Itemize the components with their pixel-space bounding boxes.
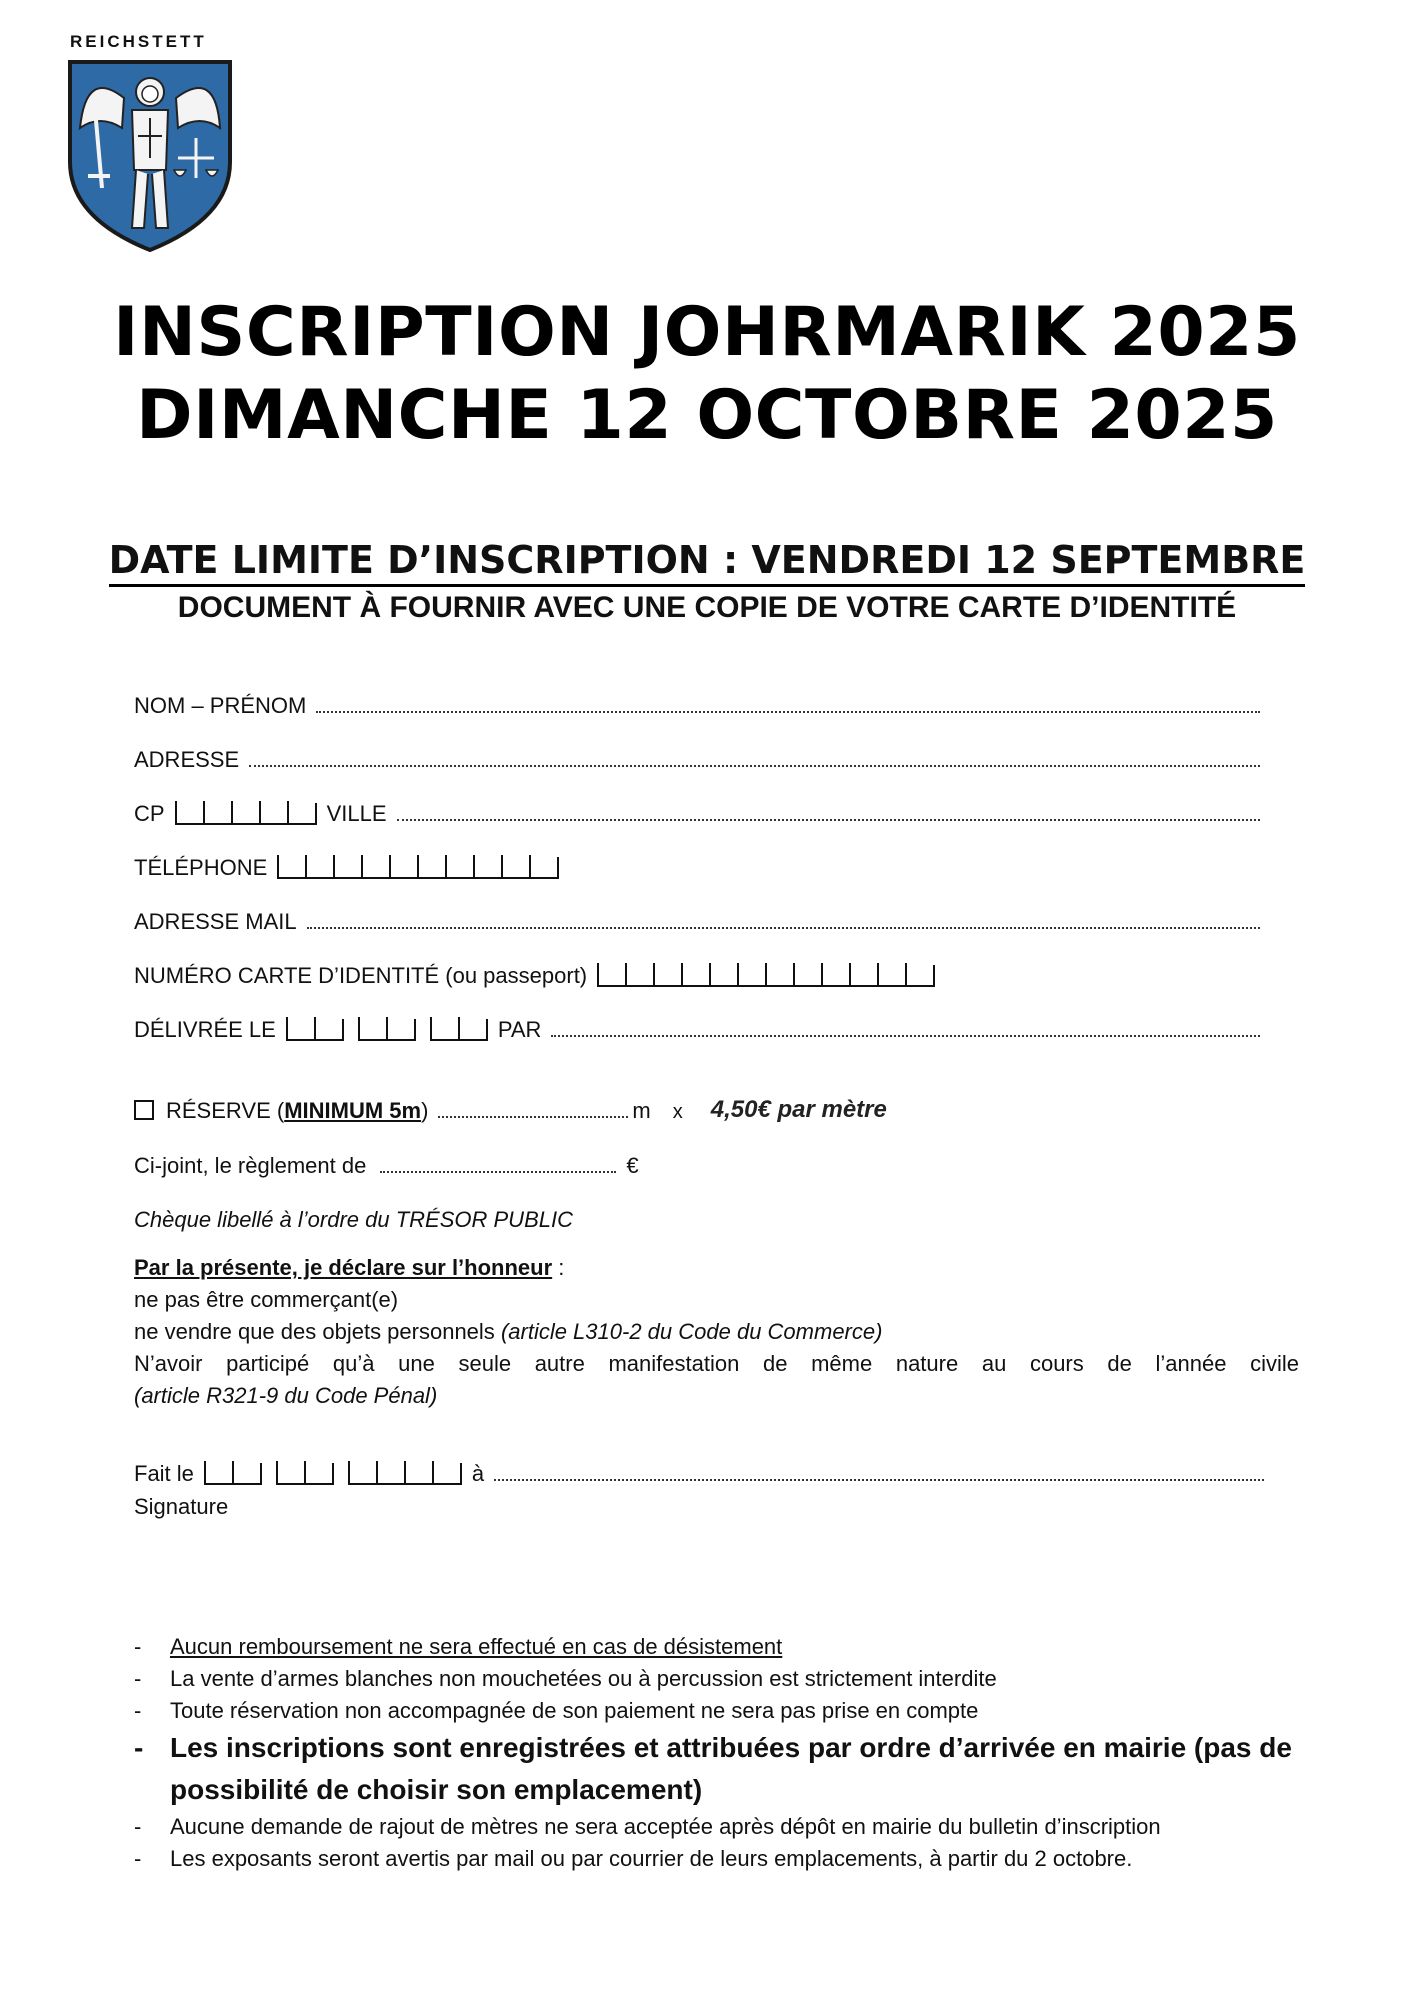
deadline-banner: [0, 538, 1414, 582]
phone-label: TÉLÉPHONE: [134, 855, 268, 880]
address-field[interactable]: [134, 739, 1260, 773]
rule-item: - La vente d’armes blanches non mouchetées ou à percussion est strictement interdite: [134, 1663, 1304, 1695]
issued-by-input-line[interactable]: [551, 1034, 1260, 1037]
address-label: ADRESSE: [134, 747, 240, 772]
payment-label: Ci-joint, le règlement de: [134, 1153, 367, 1178]
rules-list: [134, 1631, 1304, 1875]
id-card-label: NUMÉRO CARTE D’IDENTITÉ (ou passeport): [134, 963, 588, 988]
cheque-note: Chèque libellé à l’ordre du TRÉSOR PUBLIC: [134, 1207, 573, 1232]
page-title: INSCRIPTION JOHRMARIK 2025: [113, 293, 1301, 372]
issued-field[interactable]: [134, 1009, 1260, 1043]
meters-unit: m: [632, 1098, 651, 1123]
rule-item: - Toute réservation non accompagnée de son paiement ne sera pas prise en compte: [134, 1695, 1304, 1727]
done-on-field[interactable]: [134, 1453, 1264, 1487]
done-on-label: Fait le: [134, 1461, 194, 1486]
cp-city-field[interactable]: [134, 793, 1260, 827]
email-label: ADRESSE MAIL: [134, 909, 297, 934]
address-input-line[interactable]: [249, 764, 1260, 767]
issued-by-label: PAR: [497, 1017, 542, 1042]
done-on-date-boxes[interactable]: [204, 1461, 462, 1487]
phone-field[interactable]: [134, 847, 1260, 881]
issued-date-boxes[interactable]: [286, 1017, 488, 1043]
deadline-text: DATE LIMITE D’INSCRIPTION : VENDREDI 12 SEPTEMBRE: [109, 538, 1306, 587]
minimum-note: MINIMUM 5m: [284, 1098, 422, 1123]
rule-item: - Les exposants seront avertis par mail ou par courrier de leurs emplacements, à partir du 2 octobre.: [134, 1843, 1304, 1875]
rule-item-important: - Les inscriptions sont enregistrées et attribuées par ordre d’arrivée en mairie (pas de possibilité de choisir son emplacement): [134, 1727, 1304, 1811]
times-sign: x: [672, 1101, 683, 1123]
rule-item: - Aucune demande de rajout de mètres ne sera acceptée après dépôt en mairie du bulletin d’inscription: [134, 1811, 1304, 1843]
name-input-line[interactable]: [316, 710, 1260, 713]
payment-amount-input[interactable]: [380, 1170, 616, 1173]
declaration-line-3-ref: (article R321-9 du Code Pénal): [134, 1383, 438, 1408]
cp-input-boxes[interactable]: [175, 801, 317, 827]
price-per-meter: 4,50€ par mètre: [710, 1096, 887, 1123]
declaration-block: Par la présente, je déclare sur l’honneur : ne pas être commerçant(e) ne vendre que des objets personnels (article L310-2 du Code du Commerce) N’avoir participé qu’à une seule autre manifestation de même nature au cours de l’année civile (article R321-9 du Code Pénal): [134, 1252, 1299, 1412]
cp-label: CP: [134, 801, 165, 826]
at-label: à: [471, 1461, 485, 1486]
issued-label: DÉLIVRÉE LE: [134, 1017, 276, 1042]
reservation-field[interactable]: [134, 1090, 954, 1124]
reservation-meters-input[interactable]: [438, 1115, 628, 1118]
place-input-line[interactable]: [494, 1478, 1264, 1481]
email-input-line[interactable]: [307, 926, 1260, 929]
reservation-label: RÉSERVE (MINIMUM 5m): [166, 1098, 429, 1123]
name-field[interactable]: [134, 685, 1260, 719]
declaration-line-3: N’avoir participé qu’à une seule autre manifestation de même nature au cours de l’année civile: [134, 1351, 1299, 1376]
declaration-heading: Par la présente, je déclare sur l’honneur: [134, 1255, 553, 1280]
payment-field[interactable]: [134, 1145, 834, 1179]
email-field[interactable]: [134, 901, 1260, 935]
page-subtitle: DIMANCHE 12 OCTOBRE 2025: [136, 376, 1278, 455]
declaration-line-1: ne pas être commerçant(e): [134, 1287, 399, 1312]
document-note: DOCUMENT À FOURNIR AVEC UNE COPIE DE VOTRE CARTE D’IDENTITÉ: [177, 591, 1237, 624]
id-card-field[interactable]: [134, 955, 1260, 989]
name-label: NOM – PRÉNOM: [134, 693, 307, 718]
declaration-line-2: ne vendre que des objets personnels (article L310-2 du Code du Commerce): [134, 1319, 883, 1344]
reservation-checkbox[interactable]: [134, 1100, 154, 1120]
signature-label: Signature: [134, 1494, 229, 1519]
town-name: REICHSTETT: [70, 32, 207, 51]
coat-of-arms-icon: [66, 58, 234, 254]
city-input-line[interactable]: [397, 818, 1261, 821]
phone-input-boxes[interactable]: [277, 855, 559, 881]
currency-sign: €: [626, 1153, 639, 1178]
rule-item: - Aucun remboursement ne sera effectué en cas de désistement: [134, 1631, 1304, 1663]
id-card-input-boxes[interactable]: [597, 963, 935, 989]
city-label: VILLE: [326, 801, 387, 826]
